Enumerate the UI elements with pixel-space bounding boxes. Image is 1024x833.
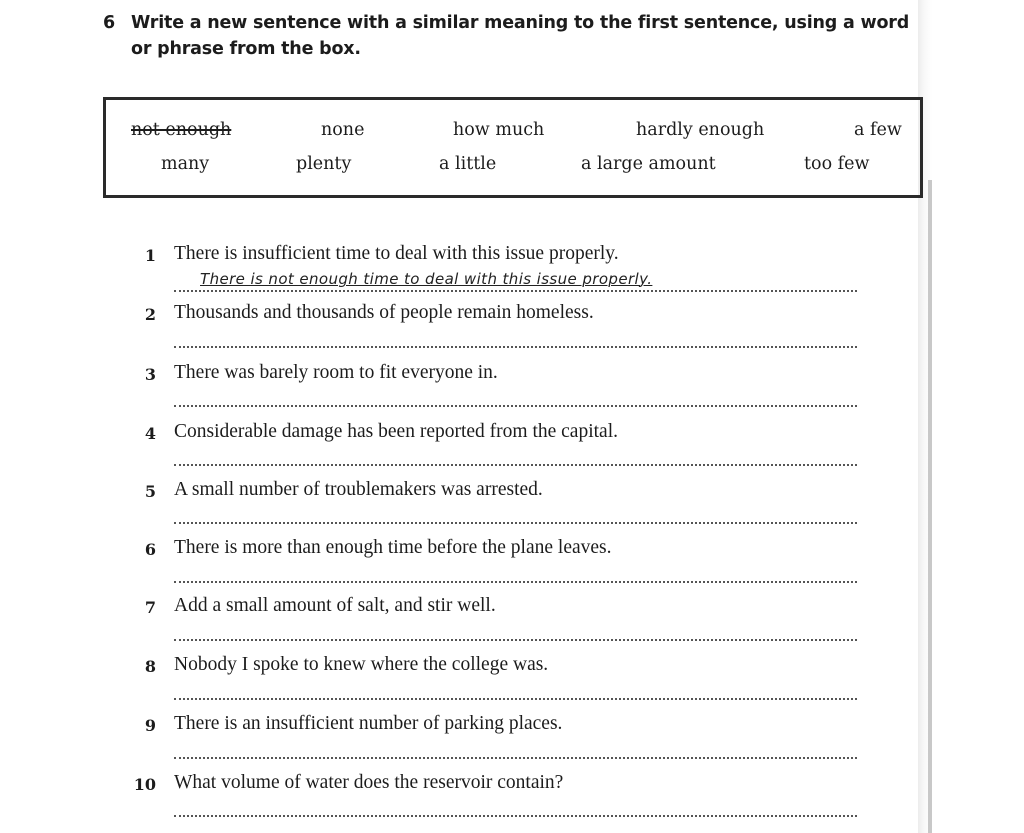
item-number: 10: [133, 775, 156, 794]
item-sentence: Add a small amount of salt, and stir well.: [174, 595, 496, 616]
item-sentence: Thousands and thousands of people remain homeless.: [174, 302, 594, 323]
word-box-word: too few: [804, 154, 870, 174]
word-box-word: many: [161, 154, 210, 174]
answer-line[interactable]: [174, 581, 857, 583]
instruction-text: Write a new sentence with a similar meaning to the first sentence, using a word or phrase from the box.: [131, 13, 910, 59]
answer-line[interactable]: [174, 639, 857, 641]
item-number: 4: [144, 424, 156, 443]
item-sentence: What volume of water does the reservoir contain?: [174, 772, 564, 793]
item-number: 5: [144, 482, 156, 501]
answer-line[interactable]: [174, 290, 857, 292]
item-number: 1: [144, 246, 156, 265]
word-box-word: how much: [453, 120, 545, 140]
item-sentence: Considerable damage has been reported from the capital.: [174, 421, 618, 442]
item-answer: There is not enough time to deal with this issue properly.: [200, 270, 653, 288]
item-number: 2: [144, 305, 156, 324]
word-box-word: not enough: [131, 120, 232, 140]
word-box-word: a few: [854, 120, 902, 140]
answer-line[interactable]: [174, 405, 857, 407]
item-sentence: There is more than enough time before the plane leaves.: [174, 537, 612, 558]
item-sentence: There is insufficient time to deal with this issue properly.: [174, 243, 619, 264]
word-box-word: hardly enough: [636, 120, 765, 140]
word-box-word: none: [321, 120, 365, 140]
answer-line[interactable]: [174, 464, 857, 466]
item-number: 8: [144, 657, 156, 676]
exercise-number: 6: [103, 13, 115, 33]
item-number: 7: [144, 598, 156, 617]
word-box-word: plenty: [296, 154, 352, 174]
word-box-word: a little: [439, 154, 497, 174]
item-sentence: A small number of troublemakers was arrested.: [174, 479, 543, 500]
item-number: 3: [144, 365, 156, 384]
answer-line[interactable]: [174, 757, 857, 759]
word-box-word: a large amount: [581, 154, 716, 174]
answer-line[interactable]: [174, 815, 857, 817]
item-sentence: Nobody I spoke to knew where the college was.: [174, 654, 549, 675]
answer-line[interactable]: [174, 346, 857, 348]
item-sentence: There was barely room to fit everyone in.: [174, 362, 498, 383]
item-number: 6: [144, 540, 156, 559]
item-sentence: There is an insufficient number of parking places.: [174, 713, 563, 734]
item-number: 9: [144, 716, 156, 735]
answer-line[interactable]: [174, 522, 857, 524]
answer-line[interactable]: [174, 698, 857, 700]
